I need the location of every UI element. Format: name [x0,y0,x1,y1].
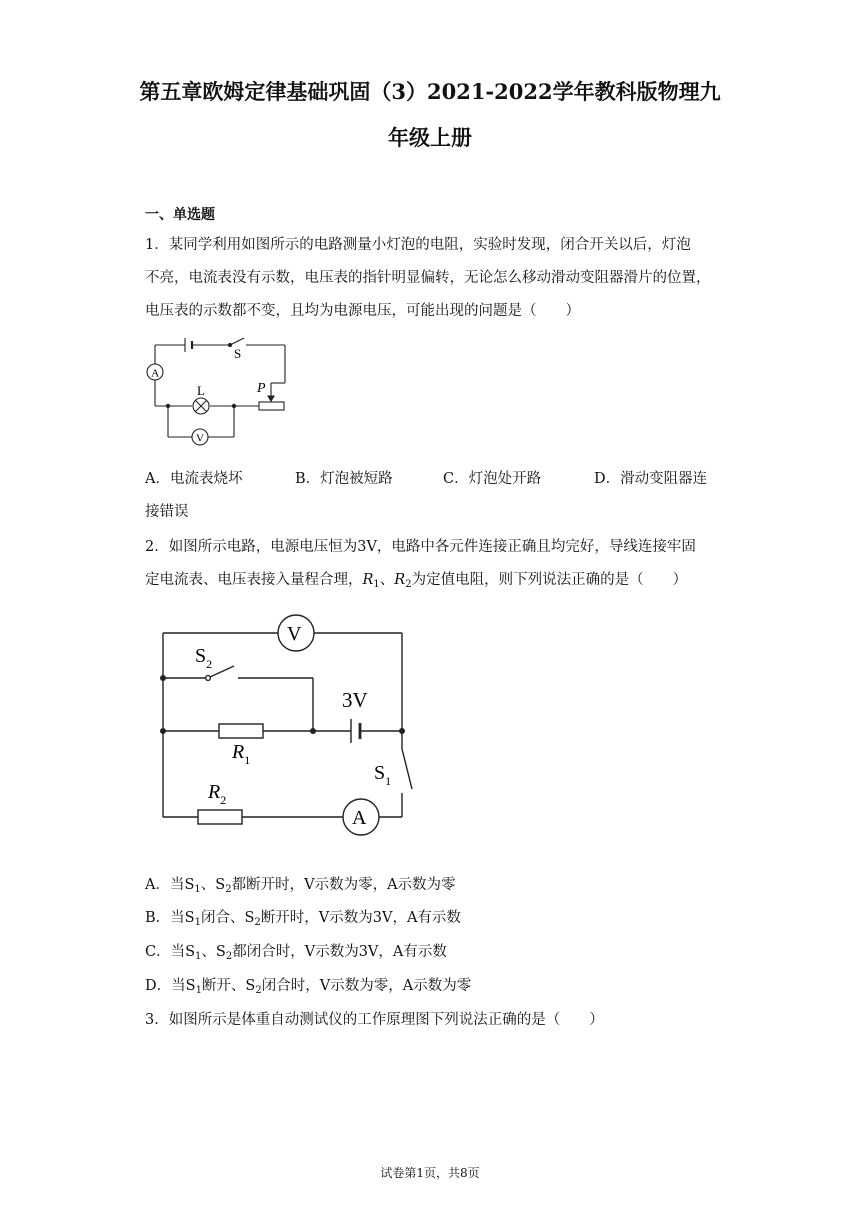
q2-option-a-part2: 、S [200,877,226,893]
q1-ammeter-label: A [151,367,160,380]
q1-option-d[interactable]: D．滑动变阻器连 [594,471,708,487]
q1-text-line3: 电压表的示数都不变，且均为电源电压，可能出现的问题是（ ） [145,303,580,319]
q1-voltmeter-label: V [196,432,204,445]
q1-lamp-label: L [197,383,205,398]
q2-r2-letter: R [208,781,221,803]
q2-option-a-part3: 都断开时，V示数为零，A示数为零 [231,877,456,893]
q2-option-c-part3: 都闭合时，V示数为3V，A有示数 [232,944,447,960]
q2-text-line2 [145,568,687,590]
q2-option-d-sub1: 1 [195,985,202,996]
q2-option-d[interactable] [145,974,471,996]
q1-text-line1: 1．某同学利用如图所示的电路测量小灯泡的电阻，实验时发现，闭合开关以后，灯泡 [145,237,691,253]
q2-ammeter-label: A [352,807,367,829]
q2-option-d-sub2: 2 [255,985,262,996]
section-heading: 一、单选题 [145,207,215,223]
q2-r1-label-subscript: 1 [244,753,251,767]
q1-circuit-diagram [140,325,300,453]
q2-option-c-part2: 、S [201,944,226,960]
q2-r2-symbol: R [394,572,406,588]
q2-separator: 、 [379,572,395,588]
q2-s1-letter: S [374,762,386,784]
q2-option-a[interactable] [145,873,456,895]
q2-text-line2-end: 为定值电阻，则下列说法正确的是（ ） [411,572,688,588]
q2-r1-label [231,741,250,767]
q1-option-d-continued: 接错误 [145,504,189,520]
q1-text-line2: 不亮，电流表没有示数，电压表的指针明显偏转，无论怎么移动滑动变阻器滑片的位置， [145,270,711,286]
q2-option-d-part3: 闭合时，V示数为零，A示数为零 [261,978,472,994]
q2-option-b-sub2: 2 [254,917,261,928]
q2-r1-letter: R [232,741,245,763]
q2-option-b-sub1: 1 [194,917,201,928]
q2-option-b-part1: B．当S [145,910,195,926]
q2-s1-label [374,762,391,788]
q2-r2-label-subscript: 2 [220,793,227,807]
q3-text-line1: 3．如图所示是体重自动测试仪的工作原理图下列说法正确的是（ ） [145,1012,604,1028]
q2-voltmeter-label: V [287,623,302,645]
q1-switch-label: S [234,346,242,361]
page-footer: 试卷第1页，共8页 [380,1166,480,1180]
document-title-line2: 年级上册 [388,125,472,150]
q2-option-d-part1: D．当S [145,978,196,994]
q2-s2-label [195,645,212,671]
q2-option-b-part3: 断开时，V示数为3V，A有示数 [260,910,461,926]
q2-option-d-part2: 断开、S [201,978,256,994]
q2-r2-label [207,781,226,807]
q2-option-c-sub2: 2 [225,951,233,962]
q2-option-b-part2: 闭合、S [200,910,255,926]
q2-text-line1: 2．如图所示电路，电源电压恒为3V，电路中各元件连接正确且均完好，导线连接牢固 [145,539,696,555]
q2-option-a-sub1: 1 [194,884,201,895]
q2-r1-subscript: 1 [373,579,380,590]
q2-text-line2-start: 定电流表、电压表接入量程合理， [145,572,363,588]
q1-option-c[interactable]: C．灯泡处开路 [443,471,542,487]
q2-option-a-part1: A．当S [145,877,195,893]
document-title-line1: 第五章欧姆定律基础巩固（3）2021-2022学年教科版物理九 [139,79,721,104]
q1-slider-label: P [257,381,266,396]
q1-option-b[interactable]: B．灯泡被短路 [295,471,393,487]
q2-option-c-sub1: 1 [195,951,202,962]
q2-option-a-sub2: 2 [225,884,232,895]
q2-r2-subscript: 2 [405,579,412,590]
q2-s2-subscript: 2 [206,657,213,671]
q2-battery-label: 3V [342,688,368,712]
q2-option-c[interactable] [145,940,447,962]
q1-option-a[interactable]: A．电流表烧坏 [145,471,243,487]
q2-s2-letter: S [195,645,207,667]
q2-option-b[interactable] [145,906,461,928]
q2-s1-subscript: 1 [385,774,392,788]
q2-circuit-diagram [150,610,420,840]
q2-option-c-part1: C．当S [145,944,196,960]
q2-r1-symbol: R [362,572,374,588]
